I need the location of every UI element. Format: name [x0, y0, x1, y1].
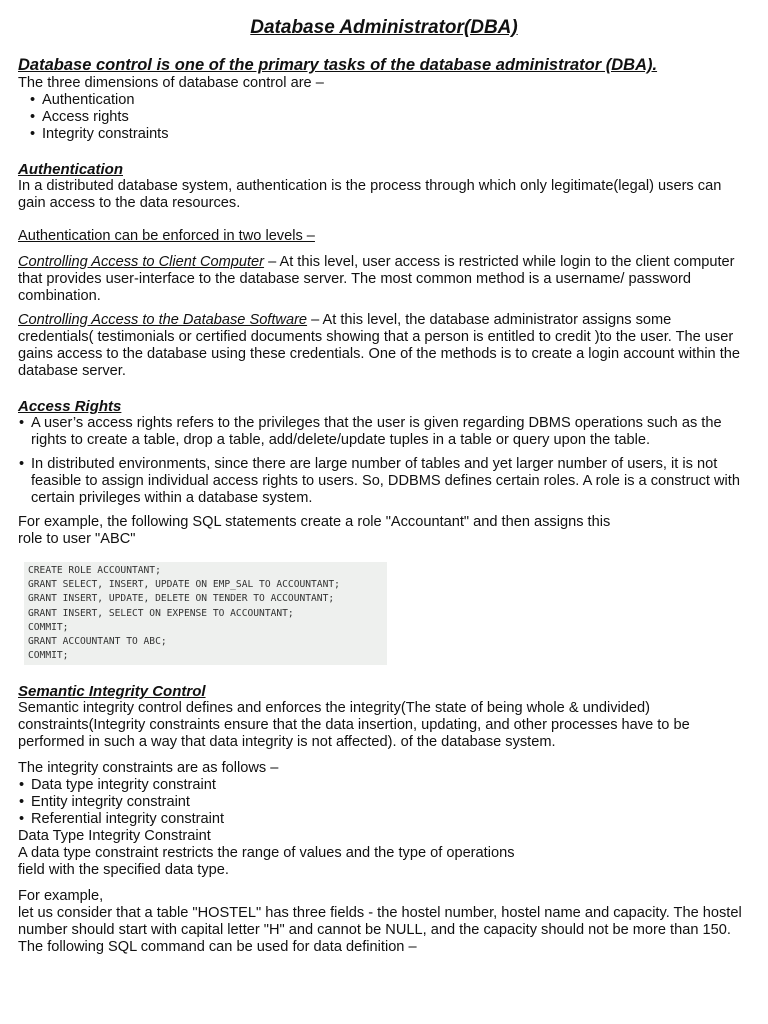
code-line: GRANT INSERT, SELECT ON EXPENSE TO ACCOUNTANT;	[28, 607, 294, 619]
list-item: • Data type integrity constraint	[18, 777, 750, 794]
semantic-heading: Semantic Integrity Control	[18, 683, 206, 701]
list-item: • Access rights	[30, 109, 750, 126]
list-item: • Integrity constraints	[30, 126, 750, 143]
dimensions-list	[18, 92, 750, 143]
level-2-text: – At this level, the database administrator assigns some credentials( testimonials or certified documents showing that a person is entitled to credit )to the user. The user gains access to the database using these credentials. One of the methods is to create a login account within the database server.	[18, 312, 741, 379]
authentication-levels: Authentication can be enforced in two levels –	[18, 228, 315, 244]
intro-heading: Database control is one of the primary tasks of the database administrator (DBA).	[18, 56, 658, 74]
level-1-text: – At this level, user access is restricted while login to the client computer that provides user-interface to the database server. The most common method is a username/ password combination.	[18, 254, 735, 304]
code-line: GRANT SELECT, INSERT, UPDATE ON EMP_SAL TO ACCOUNTANT;	[28, 579, 340, 591]
level-2-paragraph	[18, 312, 750, 380]
sql-code-block	[24, 562, 387, 665]
code-line: CREATE ROLE ACCOUNTANT;	[28, 565, 161, 576]
semantic-paragraph: Semantic integrity control defines and enforces the integrity(The state of being whole & undivided) constraints(Integrity constraints ensure that the data insertion, updating, and other processes have to be performed in such a way that data integrity is not affected). of the database system.	[18, 700, 690, 751]
example-line-1: For example, the following SQL statements create a role "Accountant" and then assigns this	[18, 514, 611, 530]
code-line: GRANT INSERT, UPDATE, DELETE ON TENDER TO ACCOUNTANT;	[28, 593, 335, 605]
code-line: GRANT ACCOUNTANT TO ABC;	[28, 636, 167, 648]
level-1-title: Controlling Access to Client Computer	[18, 254, 265, 270]
list-item: • Referential integrity constraint	[18, 811, 750, 828]
access-rights-list	[18, 415, 750, 507]
example-text: let us consider that a table "HOSTEL" has three fields - the hostel number, hostel name and capacity. The hostel number should start with capital letter "H" and cannot be NULL, and the capacity should not be more than 150.	[18, 905, 742, 939]
list-item: • In distributed environments, since there are large number of tables and yet larger number of users, it is not feasible to assign individual access rights to users. So, DDBMS defines certain roles. A role is a construct with certain privileges within a database system.	[18, 456, 750, 507]
level-2-title: Controlling Access to the Database Software	[18, 312, 308, 328]
access-rights-heading: Access Rights	[18, 398, 122, 415]
data-type-line-1: A data type constraint restricts the range of values and the type of operations	[18, 845, 515, 862]
list-item: • A user’s access rights refers to the privileges that the user is given regarding DBMS operations such as the rights to create a table, drop a table, add/delete/update tuples in a table or query upon the table.	[18, 415, 750, 449]
level-1-paragraph	[18, 254, 750, 305]
code-line: COMMIT;	[28, 650, 69, 662]
constraints-list	[18, 777, 750, 828]
list-item: • Authentication	[30, 92, 750, 109]
constraints-intro: The integrity constraints are as follows –	[18, 760, 279, 777]
intro-lead: The three dimensions of database control are –	[18, 75, 324, 91]
authentication-heading: Authentication	[18, 161, 123, 178]
example-line-2: role to user "ABC"	[18, 531, 136, 547]
data-type-line-2: field with the specified data type.	[18, 862, 229, 879]
code-line: COMMIT;	[28, 621, 69, 633]
page-title: Database Administrator(DBA)	[250, 17, 518, 38]
authentication-paragraph: In a distributed database system, authentication is the process through which only legitimate(legal) users can gain access to the data resources.	[18, 178, 722, 211]
data-type-heading: Data Type Integrity Constraint	[18, 828, 211, 845]
list-item: • Entity integrity constraint	[18, 794, 750, 811]
example-last-line: The following SQL command can be used for data definition –	[18, 939, 417, 956]
example-label: For example,	[18, 888, 104, 905]
